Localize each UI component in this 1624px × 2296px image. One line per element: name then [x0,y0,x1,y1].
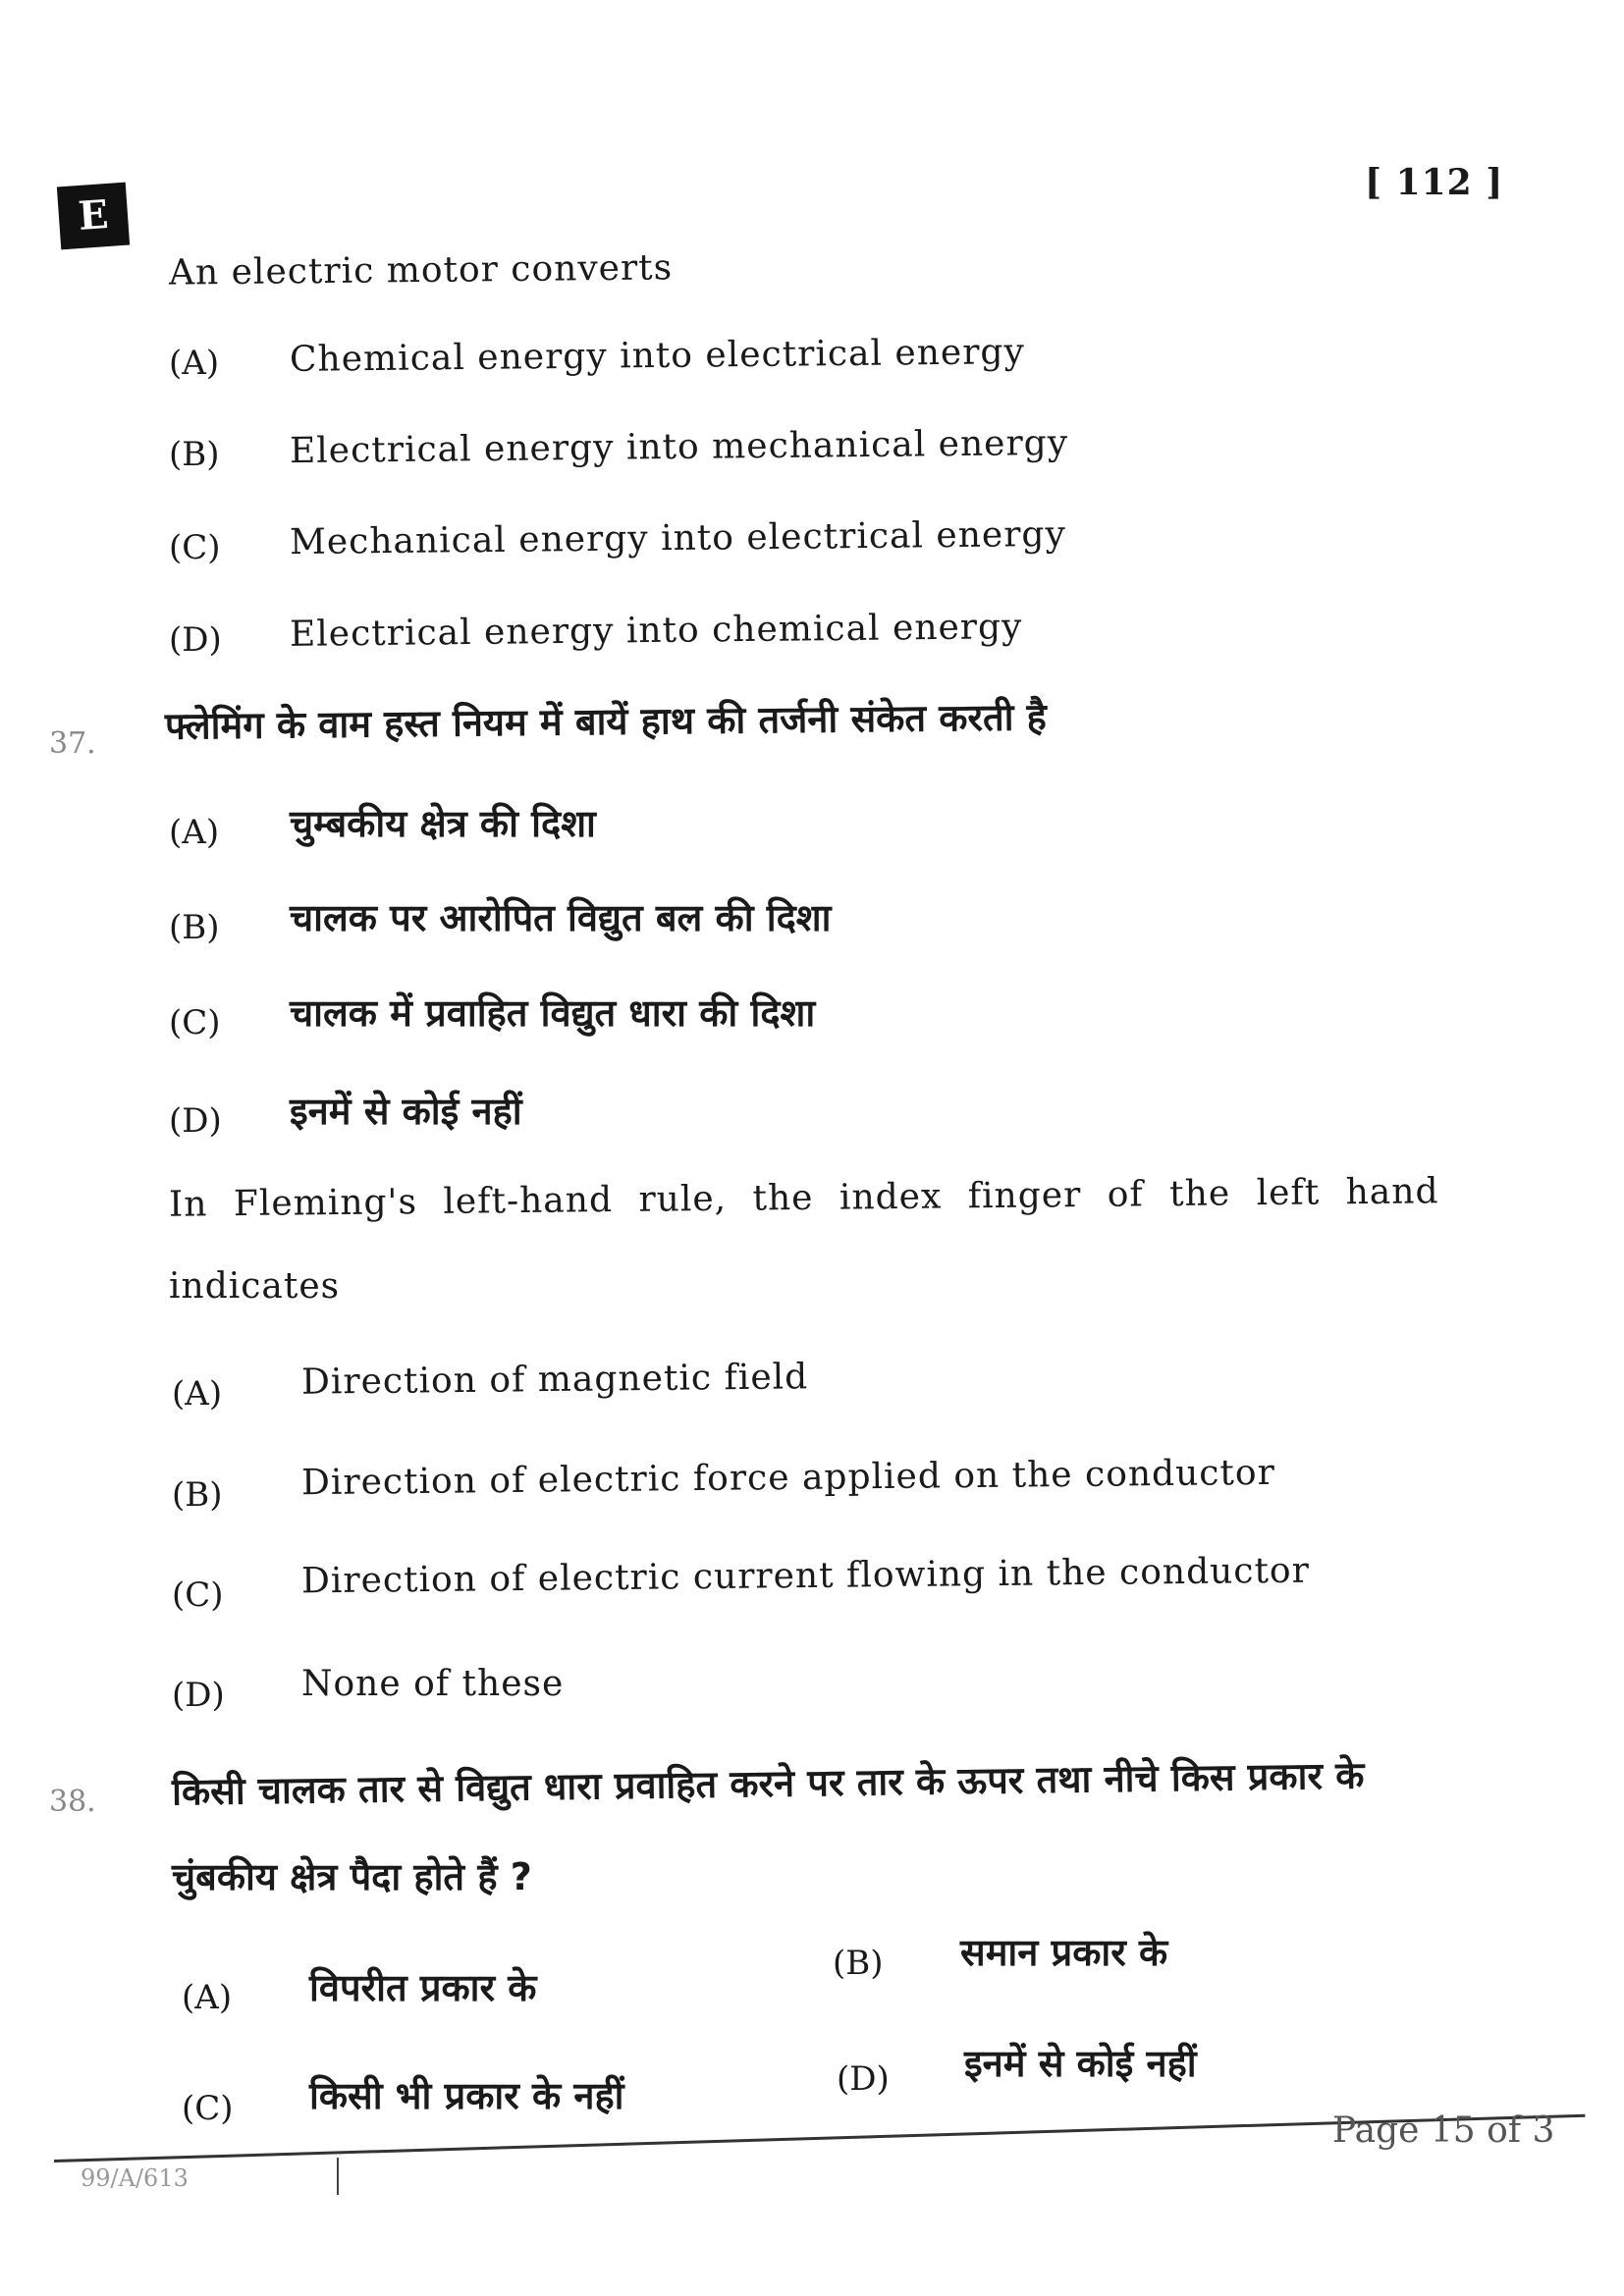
option-text: इनमें से कोई नहीं [964,2042,1197,2085]
option-text: Electrical energy into mechanical energy [289,422,1069,472]
page-marker: [ 112 ] [1365,162,1504,203]
option-label: (D) [169,620,222,660]
option-text: Direction of electric current flowing in the conductor [300,1550,1311,1602]
option-label: (C) [182,2089,234,2128]
option-label: (A) [172,1374,223,1414]
option-label: (C) [172,1575,224,1615]
option-label: (B) [169,435,220,474]
option-text: Electrical energy into chemical energy [289,607,1023,655]
option-label: (A) [182,1978,233,2017]
paper-code: 99/A/613 [81,2164,189,2192]
option-text: चालक पर आरोपित विद्युत बल की दिशा [290,896,832,939]
page-number: Page 15 of 3 [1332,2110,1555,2151]
option-text: None of these [301,1664,565,1704]
option-label: (B) [172,1475,223,1515]
question-37-english-line1: In Fleming's left-hand rule, the index finger of the left hand [168,1171,1439,1225]
question-37-number: 37. [49,726,96,761]
option-label: (B) [833,1944,884,1983]
option-text: समान प्रकार के [960,1931,1168,1974]
question-37-english-line2: indicates [169,1266,341,1307]
set-code-badge: E [57,183,130,250]
option-text: चालक में प्रवाहित विद्युत धारा की दिशा [290,991,816,1035]
footer-divider [337,2158,339,2195]
option-text: Chemical energy into electrical energy [289,332,1026,380]
option-text: इनमें से कोई नहीं [290,1090,522,1133]
option-label: (B) [169,908,220,947]
option-text: चुम्बकीय क्षेत्र की दिशा [290,802,596,845]
option-label: (C) [169,528,221,567]
option-text: Direction of electric force applied on the conductor [300,1452,1276,1504]
option-text: विपरीत प्रकार के [309,1966,537,2009]
question-37-hindi: फ्लेमिंग के वाम हस्त नियम में बायें हाथ की तर्जनी संकेत करती है [164,695,1048,748]
question-38-line2: चुंबकीय क्षेत्र पैदा होते हैं ? [172,1855,532,1898]
option-label: (A) [169,813,220,852]
option-text: Mechanical energy into electrical energy [289,513,1067,563]
option-label: (D) [837,2059,890,2099]
question-38-line1: किसी चालक तार से विद्युत धारा प्रवाहित करने पर तार के ऊपर तथा नीचे किस प्रकार के [171,1753,1365,1814]
option-label: (D) [169,1101,222,1141]
option-label: (D) [172,1676,225,1715]
option-text: Direction of magnetic field [300,1357,809,1403]
option-label: (A) [169,344,220,383]
option-text: किसी भी प्रकार के नहीं [309,2074,624,2117]
option-label: (C) [169,1003,221,1042]
question-36-text: An electric motor converts [168,247,674,294]
question-38-number: 38. [49,1785,96,1819]
